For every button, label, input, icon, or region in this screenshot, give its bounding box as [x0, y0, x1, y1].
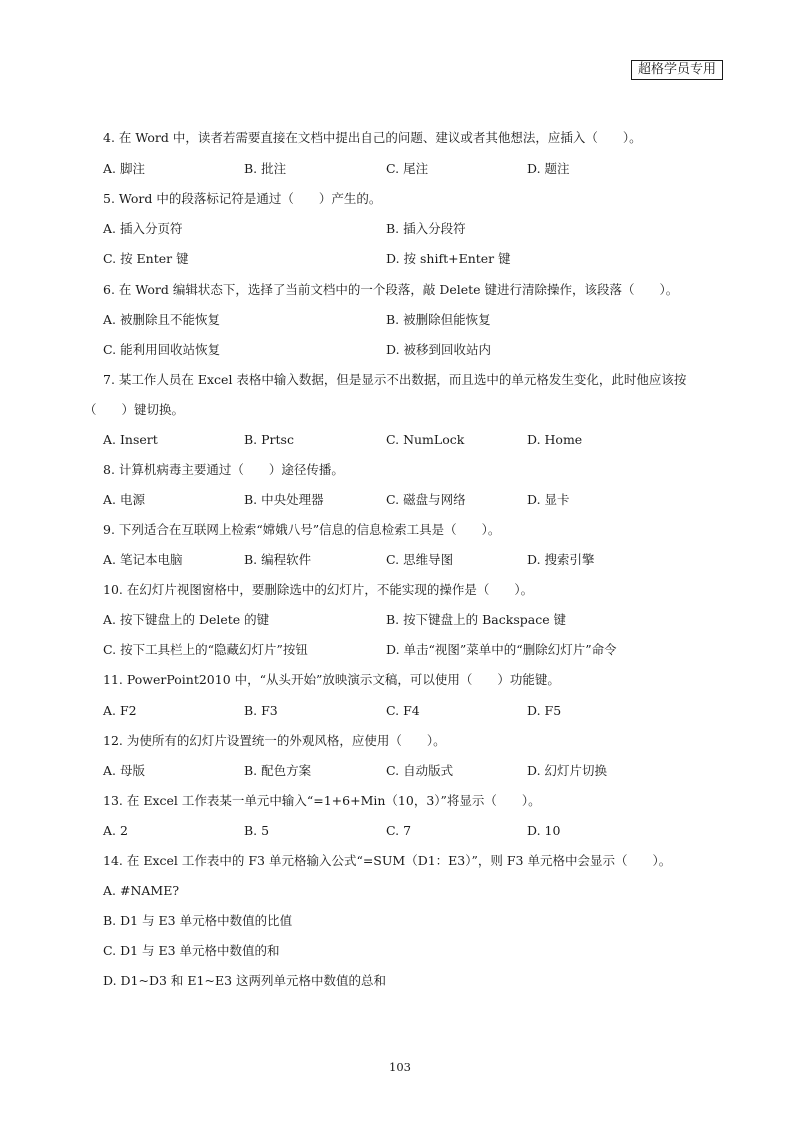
question-4: 4. 在 Word 中，读者若需要直接在文档中提出自己的问题、建议或者其他想法，应插入（ ）。	[103, 130, 642, 145]
q11-option-c: C. F4	[386, 703, 420, 718]
question-10: 10. 在幻灯片视图窗格中，要删除选中的幻灯片，不能实现的操作是（ ）。	[103, 582, 534, 597]
q13-option-b: B. 5	[244, 823, 270, 838]
q13-option-a: A. 2	[103, 823, 128, 838]
q11-option-d: D. F5	[527, 703, 562, 718]
q10-option-d: D. 单击“视图”菜单中的“删除幻灯片”命令	[386, 642, 617, 657]
q7-option-d: D. Home	[527, 432, 583, 447]
question-9: 9. 下列适合在互联网上检索“嫦娥八号”信息的信息检索工具是（ ）。	[103, 522, 501, 537]
q10-option-a: A. 按下键盘上的 Delete 的键	[103, 612, 270, 627]
q7-option-a: A. Insert	[103, 432, 158, 447]
q14-option-c: C. D1 与 E3 单元格中数值的和	[103, 943, 280, 958]
q5-option-d: D. 按 shift+Enter 键	[386, 251, 511, 266]
q14-option-d: D. D1~D3 和 E1~E3 这两列单元格中数值的总和	[103, 973, 386, 988]
question-14: 14. 在 Excel 工作表中的 F3 单元格输入公式“=SUM（D1：E3）”，则 F3 单元格中会显示（ ）。	[103, 853, 672, 868]
q13-option-c: C. 7	[386, 823, 412, 838]
question-6: 6. 在 Word 编辑状态下，选择了当前文档中的一个段落，敲 Delete 键进行清除操作，该段落（ ）。	[103, 282, 679, 297]
q5-option-c: C. 按 Enter 键	[103, 251, 189, 266]
q4-option-c: C. 尾注	[386, 161, 429, 176]
q10-option-b: B. 按下键盘上的 Backspace 键	[386, 612, 567, 627]
question-5: 5. Word 中的段落标记符是通过（ ）产生的。	[103, 191, 382, 206]
question-11: 11. PowerPoint2010 中，“从头开始”放映演示文稿，可以使用（ ）功能键。	[103, 672, 560, 687]
q9-option-a: A. 笔记本电脑	[103, 552, 183, 567]
q12-option-c: C. 自动版式	[386, 763, 454, 778]
q11-option-a: A. F2	[103, 703, 137, 718]
q10-option-c: C. 按下工具栏上的“隐藏幻灯片”按钮	[103, 642, 308, 657]
question-7: 7. 某工作人员在 Excel 表格中输入数据，但是显示不出数据，而且选中的单元格发生变化，此时他应该按	[103, 372, 687, 387]
q12-option-a: A. 母版	[103, 763, 145, 778]
q12-option-b: B. 配色方案	[244, 763, 312, 778]
q6-option-c: C. 能利用回收站恢复	[103, 342, 221, 357]
q6-option-d: D. 被移到回收站内	[386, 342, 492, 357]
student-only-badge: 超格学员专用	[631, 60, 723, 80]
q8-option-a: A. 电源	[103, 492, 145, 507]
q14-option-a: A. #NAME?	[103, 883, 180, 898]
q9-option-b: B. 编程软件	[244, 552, 312, 567]
q11-option-b: B. F3	[244, 703, 278, 718]
question-12: 12. 为使所有的幻灯片设置统一的外观风格，应使用（ ）。	[103, 733, 446, 748]
q9-option-d: D. 搜索引擎	[527, 552, 595, 567]
q4-option-a: A. 脚注	[103, 161, 145, 176]
q13-option-d: D. 10	[527, 823, 561, 838]
q14-option-b: B. D1 与 E3 单元格中数值的比值	[103, 913, 293, 928]
q5-option-b: B. 插入分段符	[386, 221, 466, 236]
question-13: 13. 在 Excel 工作表某一单元中输入“=1+6+Min（10，3）”将显示（ ）。	[103, 793, 541, 808]
question-8: 8. 计算机病毒主要通过（ ）途径传播。	[103, 462, 344, 477]
q8-option-c: C. 磁盘与网络	[386, 492, 466, 507]
q8-option-b: B. 中央处理器	[244, 492, 324, 507]
q6-option-a: A. 被删除且不能恢复	[103, 312, 220, 327]
q6-option-b: B. 被删除但能恢复	[386, 312, 491, 327]
q4-option-d: D. 题注	[527, 161, 570, 176]
q7-option-c: C. NumLock	[386, 432, 465, 447]
q7-option-b: B. Prtsc	[244, 432, 294, 447]
q5-option-a: A. 插入分页符	[103, 221, 183, 236]
q8-option-d: D. 显卡	[527, 492, 570, 507]
q12-option-d: D. 幻灯片切换	[527, 763, 608, 778]
q4-option-b: B. 批注	[244, 161, 287, 176]
page-number: 103	[389, 1060, 411, 1074]
q9-option-c: C. 思维导图	[386, 552, 454, 567]
question-7-continued: （ ）键切换。	[84, 402, 185, 417]
